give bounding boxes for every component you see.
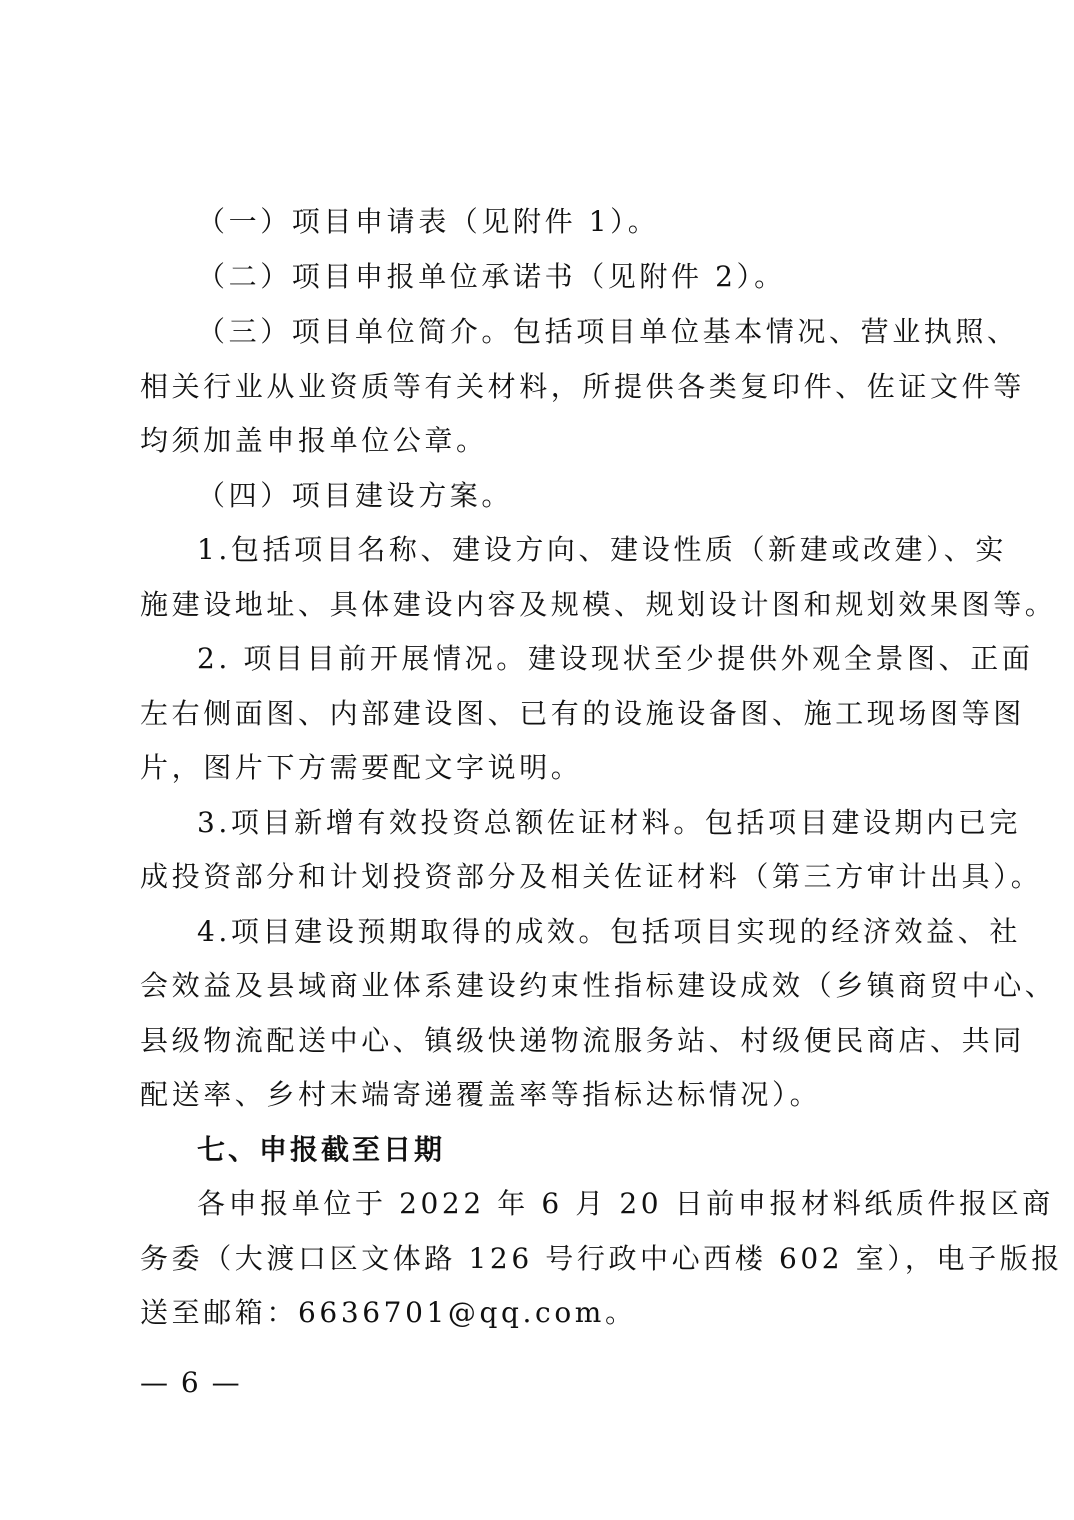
section-heading-deadline: 七、申报截至日期 [197,1133,446,1166]
plan-point-4-line-3: 县级物流配送中心、镇级快递物流服务站、村级便民商店、共同 [140,1024,1025,1057]
plan-point-4-line-1: 4.项目建设预期取得的成效。包括项目实现的经济效益、社 [197,915,1021,948]
plan-point-1-line-1: 1.包括项目名称、建设方向、建设性质（新建或改建）、实 [197,533,1007,566]
item-unit-intro-line-3: 均须加盖申报单位公章。 [140,424,488,457]
plan-point-3-line-2: 成投资部分和计划投资部分及相关佐证材料（第三方审计出具）。 [140,860,1043,893]
plan-point-3-line-1: 3.项目新增有效投资总额佐证材料。包括项目建设期内已完 [197,806,1021,839]
item-unit-intro-line-1: （三）项目单位简介。包括项目单位基本情况、营业执照、 [197,315,1019,348]
plan-point-2-line-1: 2. 项目目前开展情况。建设现状至少提供外观全景图、正面 [197,642,1034,675]
plan-point-2-line-2: 左右侧面图、内部建设图、已有的设施设备图、施工现场图等图 [140,697,1025,730]
plan-point-2-line-3: 片，图片下方需要配文字说明。 [140,751,583,784]
page-number: — 6 — [140,1366,242,1399]
deadline-paragraph-line-3: 送至邮箱：6636701@qq.com。 [140,1296,637,1329]
plan-point-1-line-2: 施建设地址、具体建设内容及规模、规划设计图和规划效果图等。 [140,588,1057,621]
plan-point-4-line-2: 会效益及县域商业体系建设约束性指标建设成效（乡镇商贸中心、 [140,969,1057,1002]
item-commitment-letter: （二）项目申报单位承诺书（见附件 2）。 [197,260,786,293]
item-application-form: （一）项目申请表（见附件 1）。 [197,205,660,238]
item-unit-intro-line-2: 相关行业从业资质等有关材料，所提供各类复印件、佐证文件等 [140,370,1025,403]
item-construction-plan: （四）项目建设方案。 [197,479,514,512]
plan-point-4-line-4: 配送率、乡村末端寄递覆盖率等指标达标情况）。 [140,1078,822,1111]
deadline-paragraph-line-1: 各申报单位于 2022 年 6 月 20 日前申报材料纸质件报区商 [197,1187,1054,1220]
deadline-paragraph-line-2: 务委（大渡口区文体路 126 号行政中心西楼 602 室），电子版报 [140,1242,1063,1275]
